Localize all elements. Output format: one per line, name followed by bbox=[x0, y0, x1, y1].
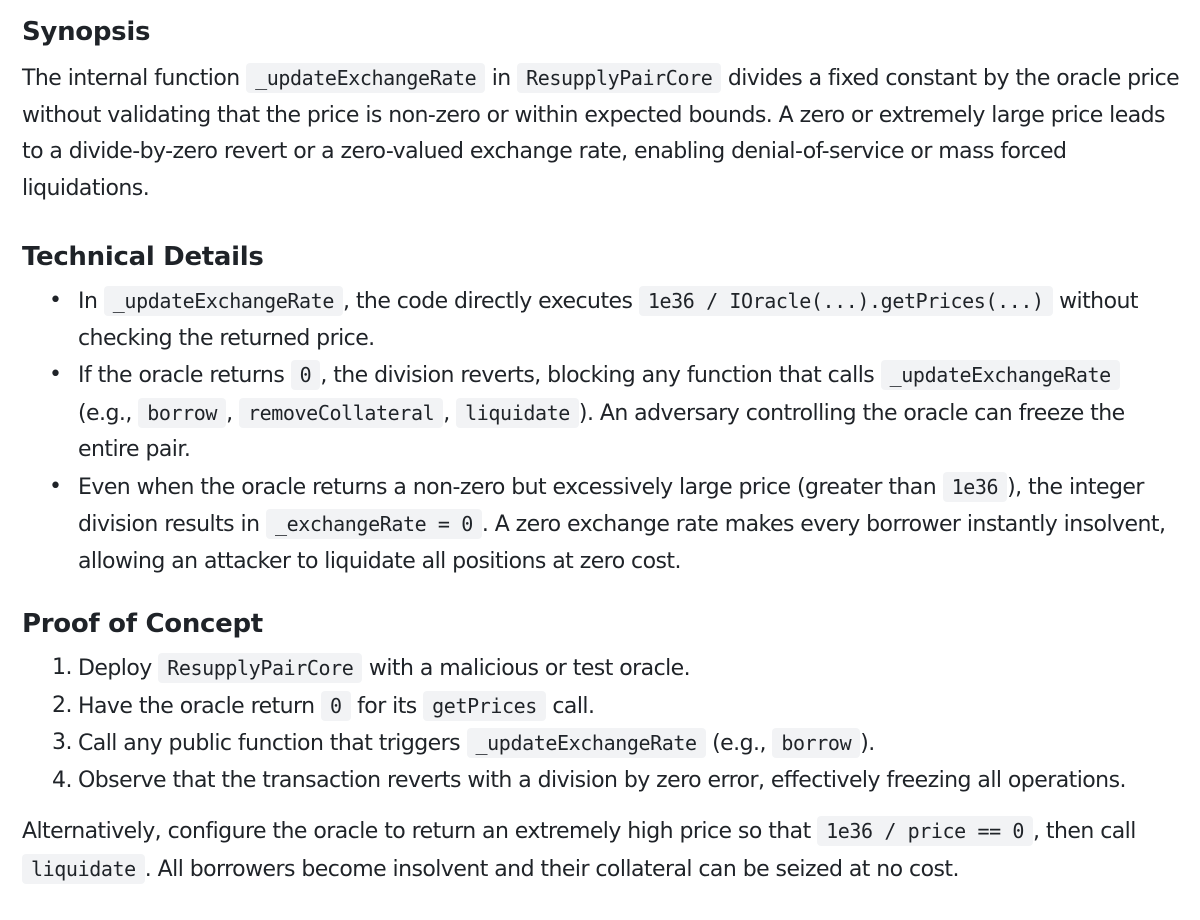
list-item bbox=[22, 725, 1180, 763]
technical-details-list bbox=[22, 283, 1180, 580]
text: for its bbox=[350, 693, 424, 719]
text: If the oracle returns bbox=[78, 363, 291, 388]
text: In bbox=[78, 289, 104, 314]
proof-of-concept-section bbox=[22, 604, 1180, 799]
synopsis-section bbox=[22, 12, 1180, 207]
text: ). An adversary controlling the oracle can freeze the entire pair. bbox=[78, 400, 1125, 462]
synopsis-paragraph bbox=[22, 60, 1180, 207]
text: (e.g., bbox=[78, 400, 139, 426]
text: , bbox=[226, 400, 239, 426]
code-liquidate: liquidate bbox=[22, 854, 145, 884]
text: The internal function bbox=[22, 66, 247, 91]
synopsis-heading: Synopsis bbox=[22, 17, 151, 47]
list-item bbox=[22, 688, 1180, 726]
text: in bbox=[485, 66, 518, 91]
list-item bbox=[22, 650, 1180, 688]
text: , bbox=[443, 400, 457, 426]
text: . All borrowers become insolvent and their collateral can be seized at no cost. bbox=[144, 856, 959, 882]
code-exchange-rate-zero: _exchangeRate = 0 bbox=[266, 509, 482, 539]
alternative-paragraph bbox=[22, 813, 1180, 888]
list-item bbox=[22, 763, 1180, 800]
step-number: 1. bbox=[52, 655, 72, 680]
code-update-exchange-rate: _updateExchangeRate bbox=[881, 360, 1120, 390]
text: with a malicious or test oracle. bbox=[362, 656, 691, 681]
bullet-icon: • bbox=[49, 288, 62, 313]
code-zero: 0 bbox=[291, 360, 321, 390]
text: without checking the returned price. bbox=[78, 289, 1138, 351]
list-item bbox=[22, 283, 1180, 357]
list-item bbox=[22, 357, 1180, 469]
code-borrow: borrow bbox=[138, 398, 226, 428]
text: divides a fixed constant by the oracle price without validating that the price is non-zero or within expected bounds. A zero or extremely large price leads to a divide-by-zero revert or a zero-valued exchange rate, enabling denial-of-service or mass forced liquidations. bbox=[22, 66, 1180, 201]
text: call. bbox=[545, 693, 595, 719]
text: Have the oracle return bbox=[78, 693, 322, 719]
code-division-expression: 1e36 / IOracle(...).getPrices(...) bbox=[639, 286, 1053, 316]
text: ), the integer division results in bbox=[78, 474, 1144, 537]
code-1e36: 1e36 bbox=[943, 472, 1008, 502]
text: Even when the oracle returns a non-zero but excessively large price (greater than bbox=[78, 474, 943, 500]
text: ). bbox=[860, 731, 875, 756]
code-price-zero-expression: 1e36 / price == 0 bbox=[817, 816, 1033, 846]
code-update-exchange-rate: _updateExchangeRate bbox=[104, 286, 343, 316]
text: Call any public function that triggers bbox=[78, 731, 467, 756]
proof-of-concept-heading: Proof of Concept bbox=[22, 609, 263, 639]
text: , then call bbox=[1033, 819, 1136, 844]
text: . A zero exchange rate makes every borrower instantly insolvent, allowing an attacker to liquidate all positions at zero cost. bbox=[78, 512, 1166, 574]
proof-of-concept-steps bbox=[22, 650, 1180, 799]
code-get-prices: getPrices bbox=[423, 691, 546, 721]
code-remove-collateral: removeCollateral bbox=[239, 398, 443, 428]
text: Deploy bbox=[78, 656, 159, 681]
text: , the division reverts, blocking any function that calls bbox=[320, 363, 881, 388]
code-update-exchange-rate: _updateExchangeRate bbox=[246, 63, 485, 93]
text: Alternatively, configure the oracle to return an extremely high price so that bbox=[22, 819, 818, 844]
bullet-icon: • bbox=[49, 473, 62, 499]
list-item bbox=[22, 469, 1180, 581]
text: , the code directly executes bbox=[342, 289, 639, 314]
code-update-exchange-rate: _updateExchangeRate bbox=[467, 728, 706, 758]
step-number: 4. bbox=[52, 767, 72, 793]
step-number: 3. bbox=[52, 730, 72, 755]
text: Observe that the transaction reverts with a division by zero error, effectively freezing all operations. bbox=[78, 767, 1126, 793]
technical-details-section bbox=[22, 237, 1180, 580]
code-liquidate: liquidate bbox=[456, 398, 579, 428]
step-number: 2. bbox=[52, 692, 72, 718]
code-resupply-pair-core: ResupplyPairCore bbox=[517, 63, 721, 93]
code-zero: 0 bbox=[321, 691, 351, 721]
bullet-icon: • bbox=[49, 362, 62, 387]
code-resupply-pair-core: ResupplyPairCore bbox=[158, 653, 362, 683]
technical-details-heading: Technical Details bbox=[22, 242, 264, 272]
text: (e.g., bbox=[705, 731, 773, 756]
code-borrow: borrow bbox=[772, 728, 860, 758]
